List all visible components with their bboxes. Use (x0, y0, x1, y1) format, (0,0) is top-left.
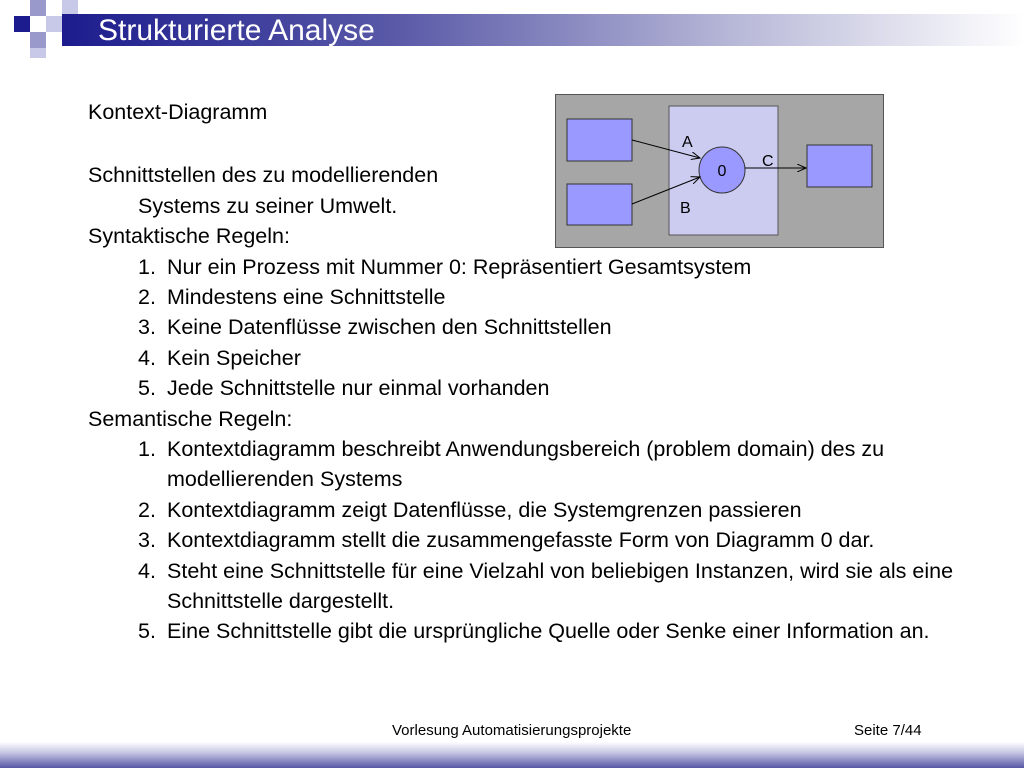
list-item-text: Kein Speicher (167, 345, 301, 370)
semantic-rule-item (88, 495, 1008, 525)
list-item-number: 4. (138, 558, 156, 583)
list-item-number: 3. (138, 528, 156, 553)
list-item-text: Keine Datenflüsse zwischen den Schnittstellen (167, 315, 612, 340)
syntax-rule-item (88, 373, 1008, 403)
list-item-text: Kontextdiagramm zeigt Datenflüsse, die Systemgrenzen passieren (167, 497, 802, 522)
terminator-bottom-left (567, 184, 632, 225)
list-item-text: Jede Schnittstelle nur einmal vorhanden (167, 376, 550, 401)
list-item-number: 2. (138, 285, 156, 310)
terminator-top-left (567, 119, 632, 161)
semantic-label: Semantische Regeln: (88, 406, 293, 431)
list-item-number: 1. (138, 437, 156, 462)
list-item-number: 5. (138, 619, 156, 644)
flow-label-b: B (680, 200, 691, 217)
list-item-text: Steht eine Schnittstelle für eine Vielzahl von beliebigen Instanzen, wird sie als eine Schnittstelle dargestellt. (167, 558, 954, 614)
flow-label-a: A (682, 134, 693, 151)
syntax-rule-item (88, 312, 1008, 342)
syntax-rule-item (88, 343, 1008, 373)
list-item-number: 5. (138, 376, 156, 401)
syntax-label: Syntaktische Regeln: (88, 224, 290, 249)
syntax-rule-item (88, 252, 1008, 282)
flow-label-c: C (762, 153, 774, 170)
list-item-number: 2. (138, 497, 156, 522)
syntax-rules (88, 252, 1008, 404)
semantic-rules (88, 434, 1008, 647)
context-diagram (555, 94, 884, 248)
list-item-text: Kontextdiagramm beschreibt Anwendungsbereich (problem domain) des zu modellierenden Systems (167, 437, 885, 492)
section-heading: Kontext-Diagramm (88, 100, 268, 124)
footer-lecture: Vorlesung Automatisierungsprojekte (392, 722, 632, 739)
footer-page-number: Seite 7/44 (854, 722, 922, 739)
slide-title: Strukturierte Analyse (98, 14, 375, 47)
list-item-text: Nur ein Prozess mit Nummer 0: Repräsentiert Gesamtsystem (167, 254, 752, 279)
list-item-text: Kontextdiagramm stellt die zusammengefasste Form von Diagramm 0 dar. (167, 528, 875, 553)
list-item-text: Mindestens eine Schnittstelle (167, 285, 446, 310)
terminator-right (807, 145, 872, 187)
semantic-rule-item (88, 556, 1008, 617)
syntax-rule-item (88, 282, 1008, 312)
list-item-text: Eine Schnittstelle gibt die ursprüngliche Quelle oder Senke einer Information an. (167, 619, 930, 644)
intro-line-2: Systems zu seiner Umwelt. (138, 193, 398, 218)
semantic-rule-item (88, 616, 1008, 646)
semantic-rule-item (88, 434, 1008, 495)
list-item-number: 1. (138, 254, 156, 279)
semantic-rule-item (88, 525, 1008, 555)
process-label: 0 (717, 163, 727, 180)
footer-bar (0, 742, 1024, 768)
intro-line-1: Schnittstellen des zu modellierenden (88, 163, 439, 188)
list-item-number: 4. (138, 345, 156, 370)
list-item-number: 3. (138, 315, 156, 340)
